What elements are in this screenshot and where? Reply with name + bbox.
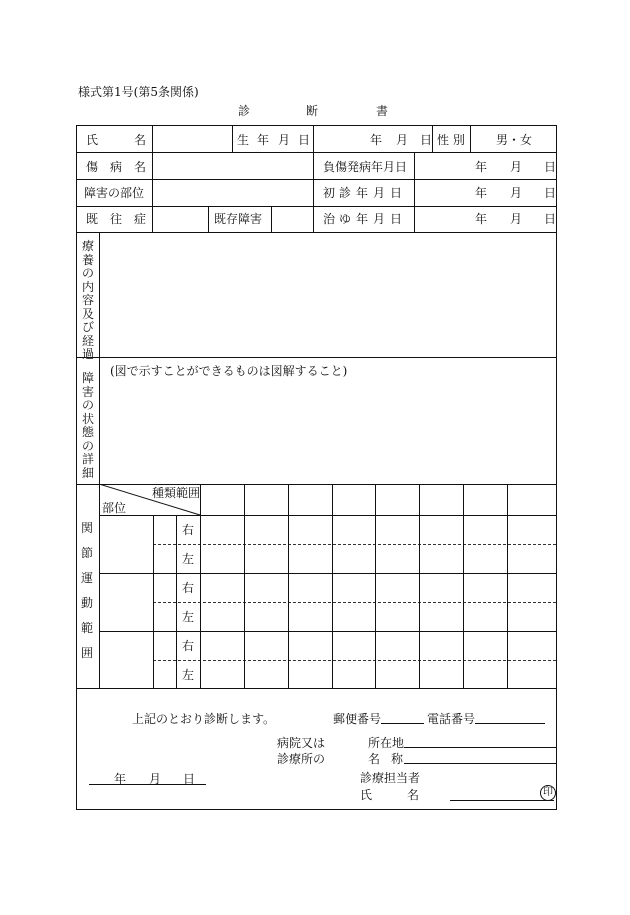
joint-label-char: 範 bbox=[81, 621, 94, 635]
doctor-name-label-char: 名 bbox=[407, 788, 420, 802]
injury-date-day: 日 bbox=[544, 160, 557, 174]
treatment-label: 療養の内容及び経過 bbox=[81, 239, 94, 361]
issue-date-day: 日 bbox=[183, 772, 196, 786]
issue-date-year: 年 bbox=[114, 772, 127, 786]
facility-name-underline bbox=[404, 763, 556, 764]
phone-label: 電話番号 bbox=[427, 712, 476, 726]
joint-label-char: 動 bbox=[81, 596, 94, 610]
name-label-char: 名 bbox=[134, 133, 147, 147]
sex-options: 男・女 bbox=[496, 133, 533, 147]
row-line bbox=[76, 688, 557, 689]
title-char-3: 書 bbox=[376, 104, 389, 118]
first-visit-label-char: 初 bbox=[323, 186, 336, 200]
title-char-2: 断 bbox=[306, 104, 319, 118]
joint-dash-line bbox=[153, 544, 556, 545]
cure-date-label-char: 治 bbox=[323, 212, 336, 226]
col-line bbox=[152, 206, 153, 232]
joint-dash-line bbox=[153, 602, 556, 603]
col-line bbox=[232, 125, 233, 152]
border-top bbox=[76, 125, 557, 126]
cure-date-label-char: ゆ bbox=[339, 212, 352, 226]
joint-row-line bbox=[99, 631, 557, 632]
joint-col-line bbox=[288, 484, 289, 688]
joint-col-line bbox=[375, 484, 376, 688]
col-line bbox=[432, 125, 433, 152]
col-line bbox=[414, 152, 415, 232]
row-line bbox=[76, 357, 557, 358]
joint-header-type: 種類範囲 bbox=[152, 486, 201, 500]
first-visit-day: 日 bbox=[544, 186, 557, 200]
doctor-name-label-char: 氏 bbox=[360, 788, 373, 802]
first-visit-label-char: 月 bbox=[373, 186, 386, 200]
birth-label-char: 日 bbox=[298, 133, 311, 147]
disease-label-char: 傷 bbox=[86, 160, 99, 174]
title-char-1: 診 bbox=[238, 104, 251, 118]
doctor-name-underline bbox=[450, 800, 554, 801]
joint-label-char: 関 bbox=[81, 521, 94, 535]
row-line bbox=[76, 179, 557, 180]
issue-date-month: 月 bbox=[149, 772, 162, 786]
row-line bbox=[76, 206, 557, 207]
joint-col-line bbox=[463, 484, 464, 688]
col-line bbox=[470, 125, 471, 152]
col-line bbox=[271, 206, 272, 232]
statement: 上記のとおり診断します。 bbox=[132, 712, 276, 726]
hospital-label-2: 診療所の bbox=[277, 752, 326, 766]
first-visit-label-char: 日 bbox=[390, 186, 403, 200]
birth-date-month: 月 bbox=[396, 133, 409, 147]
issue-date-underline bbox=[89, 784, 206, 785]
doctor-label: 診療担当者 bbox=[360, 771, 421, 785]
cure-date-label-char: 月 bbox=[373, 212, 386, 226]
disability-part-label: 障害の部位 bbox=[84, 186, 145, 200]
joint-label-char: 囲 bbox=[81, 646, 94, 660]
joint-header-part: 部位 bbox=[102, 501, 127, 515]
address-label: 所在地 bbox=[368, 736, 405, 750]
joint-col-line bbox=[507, 484, 508, 688]
birth-date-day: 日 bbox=[420, 133, 433, 147]
border-bottom bbox=[76, 809, 557, 810]
postal-label: 郵便番号 bbox=[333, 712, 382, 726]
border-left bbox=[76, 125, 77, 809]
seal-mark: 印 bbox=[540, 785, 556, 801]
address-underline bbox=[404, 747, 556, 748]
first-visit-label-char: 診 bbox=[339, 186, 352, 200]
joint-col-line bbox=[419, 484, 420, 688]
first-visit-year: 年 bbox=[475, 186, 488, 200]
joint-row-line bbox=[99, 573, 557, 574]
joint-dash-line bbox=[153, 660, 556, 661]
row-line bbox=[76, 152, 557, 153]
col-line bbox=[313, 125, 314, 232]
col-line bbox=[208, 206, 209, 232]
form-number: 様式第1号(第5条関係) bbox=[78, 85, 199, 99]
sex-label: 性 別 bbox=[437, 133, 465, 147]
history-label-char: 往 bbox=[110, 212, 123, 226]
history-label-char: 既 bbox=[86, 212, 99, 226]
cure-date-label-char: 年 bbox=[356, 212, 369, 226]
joint-side-left: 左 bbox=[182, 610, 195, 624]
row-line bbox=[76, 232, 557, 233]
existing-disability-label: 既存障害 bbox=[214, 212, 263, 226]
col-line bbox=[152, 125, 153, 206]
joint-side-left: 左 bbox=[182, 668, 195, 682]
cure-date-month: 月 bbox=[510, 212, 523, 226]
joint-col-line bbox=[153, 515, 154, 688]
name-label-char: 氏 bbox=[86, 133, 99, 147]
disease-label-char: 病 bbox=[110, 160, 123, 174]
joint-side-right: 右 bbox=[182, 523, 195, 537]
disability-detail-label: 障害の状態の詳細 bbox=[81, 371, 94, 480]
birth-label-char: 月 bbox=[278, 133, 291, 147]
joint-col-line bbox=[332, 484, 333, 688]
birth-label-char: 年 bbox=[257, 133, 270, 147]
facility-name-label-char: 名 bbox=[368, 752, 381, 766]
cure-date-year: 年 bbox=[475, 212, 488, 226]
injury-date-label: 負傷発病年月日 bbox=[323, 160, 408, 174]
history-label-char: 症 bbox=[134, 212, 147, 226]
phone-underline bbox=[475, 723, 545, 724]
injury-date-month: 月 bbox=[510, 160, 523, 174]
cure-date-label-char: 日 bbox=[390, 212, 403, 226]
joint-label-char: 運 bbox=[81, 571, 94, 585]
facility-name-label-char: 称 bbox=[391, 752, 404, 766]
joint-side-left: 左 bbox=[182, 552, 195, 566]
hospital-label-1: 病院又は bbox=[277, 736, 326, 750]
postal-underline bbox=[381, 723, 424, 724]
birth-date-year: 年 bbox=[370, 133, 383, 147]
injury-date-year: 年 bbox=[475, 160, 488, 174]
birth-label-char: 生 bbox=[237, 133, 250, 147]
first-visit-month: 月 bbox=[510, 186, 523, 200]
border-right bbox=[556, 125, 557, 809]
first-visit-label-char: 年 bbox=[356, 186, 369, 200]
cure-date-day: 日 bbox=[544, 212, 557, 226]
joint-col-line bbox=[176, 515, 177, 688]
joint-col-line bbox=[244, 484, 245, 688]
disability-detail-note: (図で示すことができるものは図解すること) bbox=[110, 364, 348, 378]
joint-side-right: 右 bbox=[182, 639, 195, 653]
joint-side-right: 右 bbox=[182, 581, 195, 595]
joint-label-char: 節 bbox=[81, 546, 94, 560]
col-line bbox=[99, 232, 100, 484]
disease-label-char: 名 bbox=[134, 160, 147, 174]
